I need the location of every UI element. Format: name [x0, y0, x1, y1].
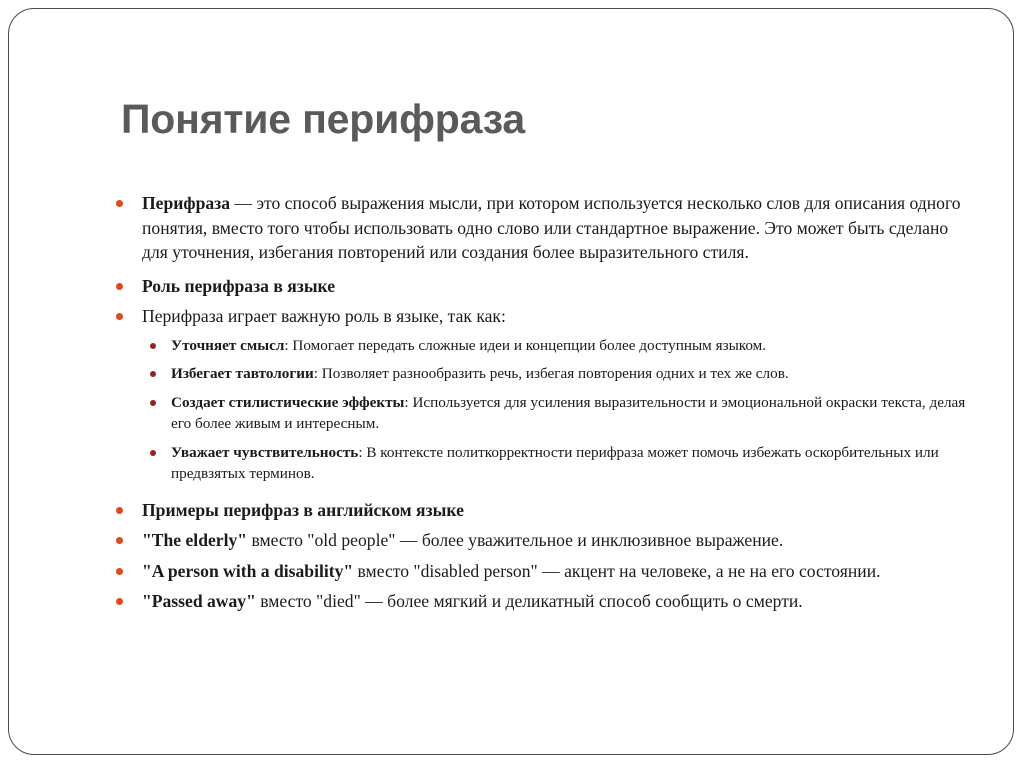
example-body: вместо "died" — более мягкий и деликатный способ сообщить о смерти. [255, 591, 803, 611]
list-item [109, 274, 967, 299]
list-item [109, 191, 967, 265]
list-item [109, 392, 967, 435]
slide-frame [8, 8, 1014, 755]
role-item-body: : Позволяет разнообразить речь, избегая повторения одних и тех же слов. [313, 365, 789, 382]
bullet-dot-icon [116, 568, 123, 575]
bullet-dot-icon [116, 200, 123, 207]
role-intro: Перифраза играет важную роль в языке, так как: [142, 306, 506, 326]
list-item [109, 363, 967, 385]
bullet-dot-icon [116, 283, 123, 290]
role-heading: Роль перифраза в языке [142, 275, 336, 296]
role-sublist [109, 335, 967, 485]
sub-bullet-dot-icon [150, 450, 156, 456]
bullet-dot-icon [116, 313, 123, 320]
role-item-term: Создает стилистические эффекты [171, 393, 405, 411]
slide-content [109, 191, 967, 625]
example-body: вместо "old people" — более уважительное и инклюзивное выражение. [247, 530, 784, 550]
definition-term: Перифраза [142, 193, 231, 213]
list-item [109, 335, 967, 357]
list-item [109, 559, 967, 584]
list-item [109, 498, 967, 523]
example-term: "Passed away" [142, 591, 256, 611]
example-term: "A person with a disability" [142, 560, 354, 581]
role-item-term: Избегает тавтологии [171, 365, 314, 382]
list-item [109, 442, 967, 485]
role-item-term: Уточняет смысл [171, 336, 285, 354]
list-item [109, 589, 967, 614]
page-title: Понятие перифраза [121, 96, 525, 142]
bullet-dot-icon [116, 598, 123, 605]
list-item [109, 528, 967, 553]
example-body: вместо "disabled person" — акцент на человеке, а не на его состоянии. [353, 560, 881, 581]
definition-body: — это способ выражения мысли, при котором используется несколько слов для описания одного понятия, вместо того чтобы использовать одно слово или стандартное выражение. Это может быть сделано для уточнения, избегания повторений или создания более выразительного стиля. [142, 193, 961, 262]
sub-bullet-dot-icon [150, 400, 156, 406]
bullet-dot-icon [116, 537, 123, 544]
role-item-term: Уважает чувствительность [171, 443, 359, 461]
sub-bullet-dot-icon [150, 371, 156, 377]
role-item-body: : Помогает передать сложные идеи и концепции более доступным языком. [284, 336, 767, 354]
example-term: "The elderly" [142, 530, 248, 550]
sub-bullet-dot-icon [150, 343, 156, 349]
bullet-dot-icon [116, 507, 123, 514]
list-item [109, 304, 967, 329]
role-item-body: : Используется для усиления выразительности и эмоциональной окраски текста, делая его более живым и интересным. [171, 393, 966, 432]
examples-heading: Примеры перифраз в английском языке [142, 499, 464, 520]
role-item-body: : В контексте политкорректности перифраза может помочь избежать оскорбительных или предвзятых терминов. [171, 443, 939, 482]
